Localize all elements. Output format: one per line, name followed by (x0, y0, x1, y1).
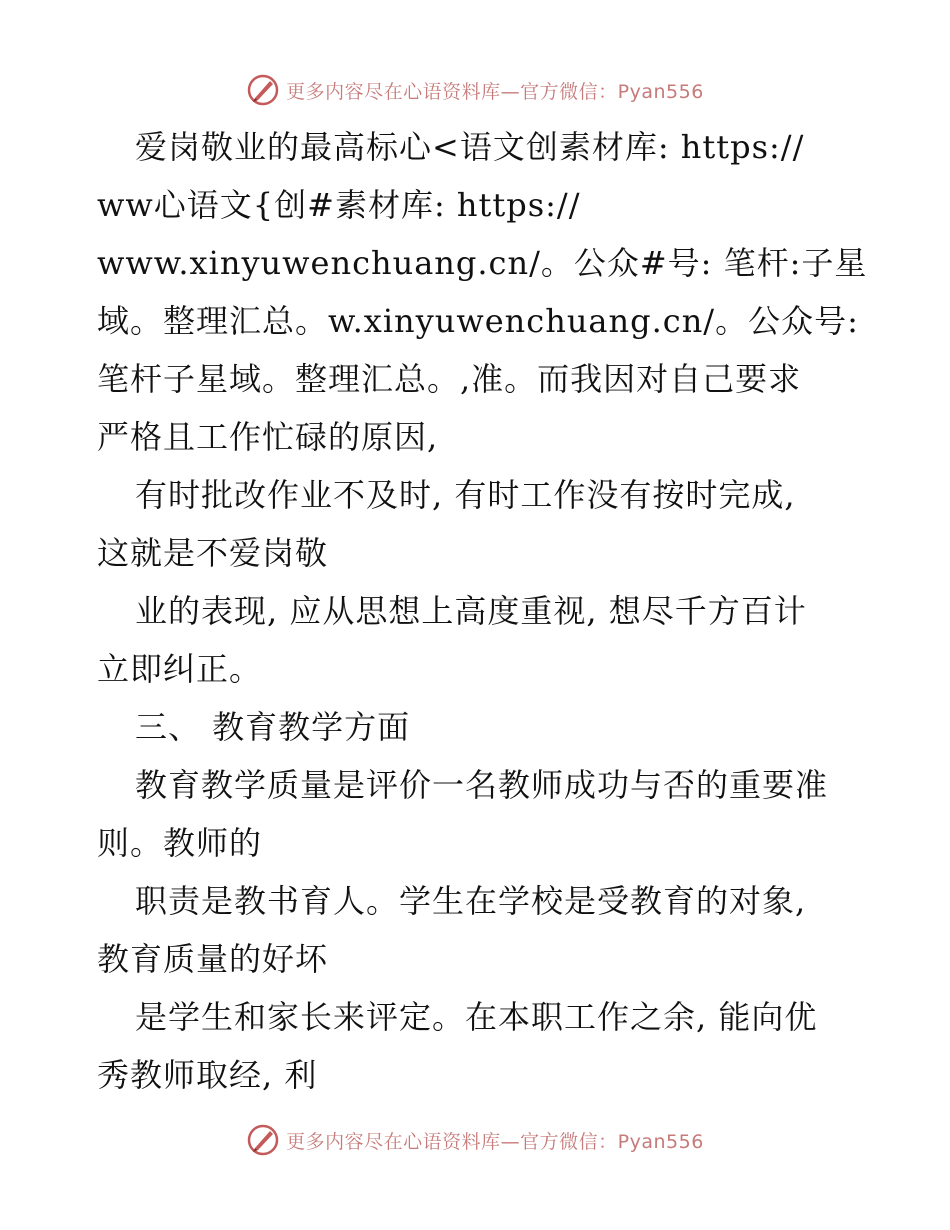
text-line: ww心语文{创#素材库: https:// (97, 186, 581, 224)
text-line: 则。教师的 (97, 824, 263, 862)
text-line: 秀教师取经, 利 (97, 1056, 318, 1094)
text-line: 笔杆子星域。整理汇总。,准。而我因对自己要求 (97, 360, 802, 398)
text-line: 业的表现, 应从思想上高度重视, 想尽千方百计 (135, 592, 807, 630)
quill-pen-logo-icon (246, 1123, 280, 1157)
text-line: 职责是教书育人。学生在学校是受教育的对象, (135, 882, 807, 920)
footer-banner (0, 1120, 950, 1160)
text-line: 是学生和家长来评定。在本职工作之余, 能向优 (135, 998, 818, 1036)
document-body (97, 118, 868, 1104)
text-line: 立即纠正。 (97, 650, 263, 688)
text-line: 这就是不爱岗敬 (97, 534, 329, 572)
quill-pen-logo-icon (246, 73, 280, 107)
text-line: 教育教学质量是评价一名教师成功与否的重要准 (135, 766, 829, 804)
text-line: 域。整理汇总。w.xinyuwenchuang.cn/。公众号: (97, 302, 859, 340)
header-banner-text: 更多内容尽在心语资料库—官方微信：Pyan556 (286, 80, 704, 103)
text-line: 有时批改作业不及时, 有时工作没有按时完成, (135, 476, 796, 514)
text-line: 教育质量的好坏 (97, 940, 329, 978)
footer-banner-text: 更多内容尽在心语资料库—官方微信：Pyan556 (286, 1130, 704, 1153)
text-line: 严格且工作忙碌的原因, (97, 418, 439, 456)
header-banner (0, 70, 950, 110)
text-line: www.xinyuwenchuang.cn/。公众#号: 笔杆:子星 (97, 244, 868, 282)
text-line: 爱岗敬业的最高标心<语文创素材库: https:// (135, 128, 805, 166)
section-heading: 三、 教育教学方面 (135, 708, 411, 746)
